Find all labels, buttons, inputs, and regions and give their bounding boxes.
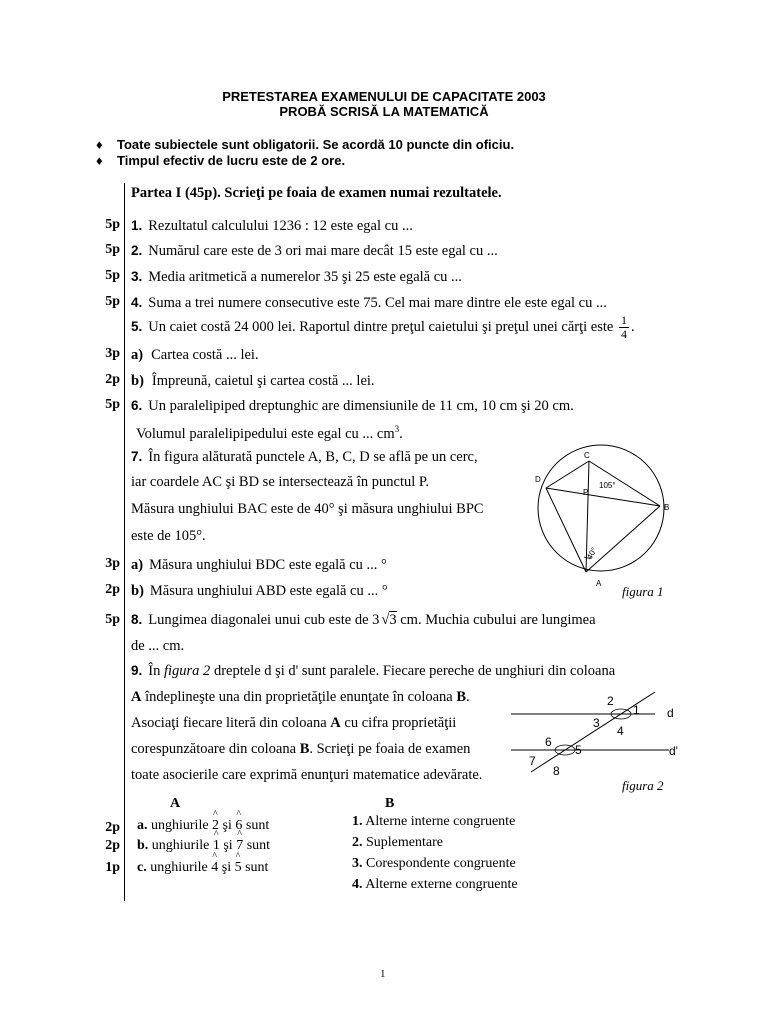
angle-label-bpc: 105° (599, 481, 616, 490)
figure-2-parallel-lines-diagram (505, 690, 685, 780)
angle-label-7: 7 (529, 754, 536, 768)
point-label-a: A (596, 579, 602, 588)
instruction-1: Toate subiectele sunt obligatorii. Se acordă 10 puncte din oficiu. (117, 137, 515, 152)
chord-db (546, 488, 660, 506)
question-6: 6. Un paralelipiped dreptunghic are dimensiunile de 11 cm, 10 cm şi 20 cm. (131, 398, 574, 414)
points-q2: 5p (105, 242, 120, 257)
sqrt-icon: √ (381, 612, 390, 628)
points-q9a: 2p (105, 820, 120, 835)
question-7: 7. În figura alăturată punctele A, B, C, D se află pe un cerc, (131, 449, 478, 465)
points-column-divider (124, 183, 125, 901)
angle-label-4: 4 (617, 724, 624, 738)
points-q5b: 2p (105, 372, 120, 387)
point-label-p: P (583, 488, 589, 497)
question-7a: a) Măsura unghiului BDC este egală cu ... ° (131, 557, 387, 573)
question-9: 9. În figura 2 dreptele d şi d' sunt paralele. Fiecare pereche de unghiuri din coloana (131, 663, 616, 679)
points-q5a: 3p (105, 346, 120, 361)
fraction: $\frac{1}{4}$ (620, 313, 627, 341)
angle-label-2: 2 (607, 694, 614, 708)
page-number: 1 (380, 968, 386, 980)
point-label-b: B (664, 503, 670, 512)
question-8: 8. Lungimea diagonalei unui cub este de 3 √3 cm. Muchia cubului are lungimea (131, 612, 596, 628)
question-3: 3. Media aritmetică a numerelor 35 şi 25 este egală cu ... (131, 269, 462, 285)
diamond-bullet-icon: ♦ (96, 153, 103, 168)
angle-label-bac: 40° (584, 546, 599, 561)
question-5: 5. Un caiet costă 24 000 lei. Raportul dintre preţul caietului şi preţul unei cărţi este $\frac{1}{4}$ . (131, 313, 635, 341)
part1-title: Partea I (45p). Scrieţi pe foaia de examen numai rezultatele. (131, 185, 502, 201)
angle-label-6: 6 (545, 735, 552, 749)
question-7b: b) Măsura unghiului ABD este egală cu ... ° (131, 583, 388, 599)
figure-1-caption: figura 1 (622, 584, 664, 599)
points-q1: 5p (105, 217, 120, 232)
points-q8: 5p (105, 612, 120, 627)
points-q9c: 1p (105, 860, 120, 875)
points-q6: 5p (105, 397, 120, 412)
question-7-line2: iar coardele AC şi BD se intersectează în punctul P. (131, 474, 429, 490)
question-6-line2: Volumul paralelipipedului este egal cu ... $cm^3$. (136, 424, 403, 442)
angle-label-3: 3 (593, 716, 600, 730)
point-label-d: D (535, 475, 541, 484)
question-9-line3: Asociaţi fiecare literă din coloana A cu cifra proprietăţii (131, 715, 457, 731)
chord-dc (546, 461, 589, 488)
points-q4: 5p (105, 294, 120, 309)
question-7-line4: este de 105°. (131, 528, 206, 544)
instruction-2: Timpul efectiv de lucru este de 2 ore. (117, 153, 346, 168)
chord-ad (546, 488, 589, 572)
column-a-item-a: a. unghiurile ^ 2 şi ^ 6 sunt (137, 818, 269, 834)
column-b-item-2: 2. Suplementare (352, 835, 443, 850)
question-5a: a) Cartea costă ... lei. (131, 347, 259, 363)
angle-label-1: 1 (633, 703, 640, 717)
circle (538, 445, 664, 571)
question-4: 4. Suma a trei numere consecutive este 75. Cel mai mare dintre ele este egal cu ... (131, 295, 607, 311)
column-a-item-b: b. unghiurile ^ 1 şi ^ 7 sunt (137, 838, 270, 854)
question-7-line3: Măsura unghiului BAC este de 40° şi măsura unghiului BPC (131, 501, 484, 517)
line-label-d: d (667, 706, 674, 720)
column-b-header: B (385, 796, 395, 811)
figure-2-caption: figura 2 (622, 778, 664, 793)
points-q3: 5p (105, 268, 120, 283)
angle-label-5: 5 (575, 743, 582, 757)
question-5b: b) Împreună, caietul şi cartea costă ... lei. (131, 373, 375, 389)
points-q7b: 2p (105, 582, 120, 597)
question-9-line5: toate asocierile care exprimă enunţuri matematice adevărate. (131, 767, 483, 783)
figure-1-circle-diagram (525, 444, 695, 604)
angle-label-8: 8 (553, 764, 560, 778)
column-a-item-c: c. unghiurile ^ 4 şi ^ 5 sunt (137, 860, 268, 876)
column-b-item-3: 3. Corespondente congruente (352, 856, 516, 871)
question-9-line4: corespunzătoare din coloana B. Scrieţi pe foaia de examen (131, 741, 471, 757)
question-9-line2: A îndeplineşte una din proprietăţile enunţate în coloana B. (131, 689, 470, 705)
column-b-item-4: 4. Alterne externe congruente (352, 877, 518, 892)
diamond-bullet-icon: ♦ (96, 137, 103, 152)
column-a-header: A (170, 796, 181, 811)
question-2: 2. Numărul care este de 3 ori mai mare decât 15 este egal cu ... (131, 243, 498, 259)
exam-subtitle: PROBĂ SCRISĂ LA MATEMATICĂ (279, 104, 489, 119)
line-label-d-prime: d' (669, 744, 678, 758)
points-q9b: 2p (105, 838, 120, 853)
column-b-item-1: 1. Alterne interne congruente (352, 814, 516, 829)
question-8-line2: de ... cm. (131, 638, 185, 654)
points-q7a: 3p (105, 556, 120, 571)
exam-title: PRETESTAREA EXAMENULUI DE CAPACITATE 2003 (222, 89, 546, 104)
chord-ab (586, 506, 660, 572)
question-1: 1. Rezultatul calculului 1236 : 12 este egal cu ... (131, 218, 413, 234)
point-label-c: C (584, 451, 590, 460)
